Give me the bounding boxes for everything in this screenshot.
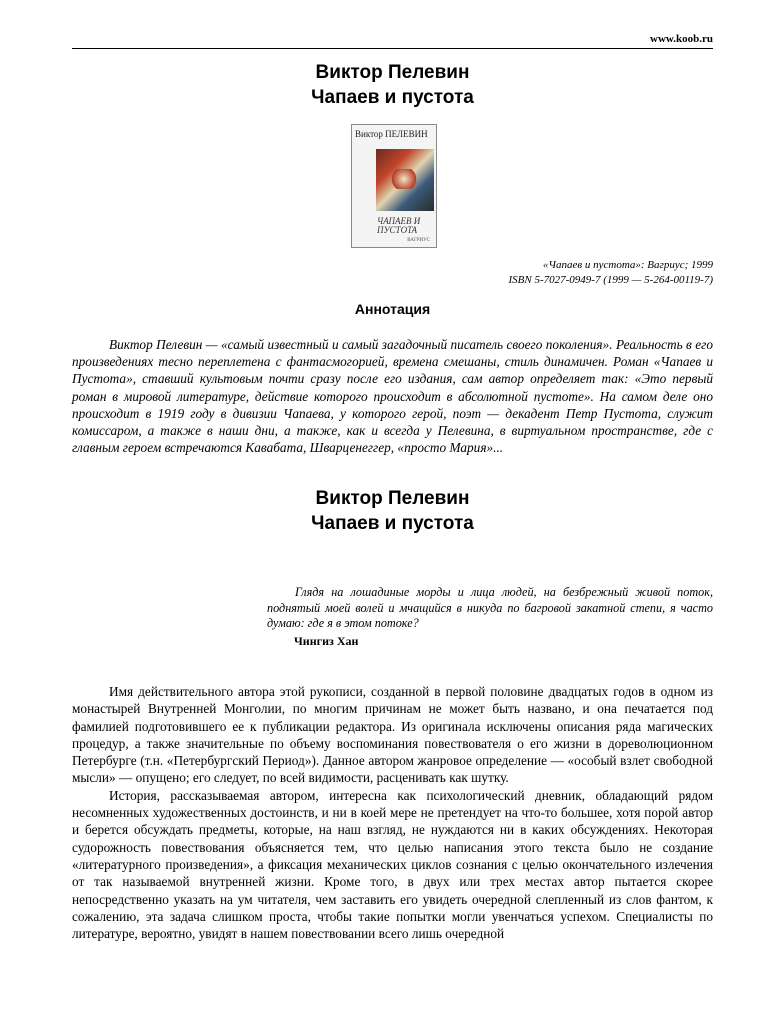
annotation-heading: Аннотация [354, 301, 431, 317]
epigraph-author: Чингиз Хан [294, 634, 359, 648]
book-title-2: Чапаев и пустота [311, 513, 474, 534]
cover-art [376, 149, 434, 211]
cover-publisher: ВАГРИУС [407, 238, 430, 243]
epigraph-text: Глядя на лошадиные морды и лица людей, на безбрежный живой поток, поднятый моей волей и мчащийся в никуда по багровой закатной степи, я часто думаю: где я в этом потоке? [267, 585, 713, 631]
body-paragraph-2: История, рассказываемая автором, интересна как психологический дневник, обладающий рядом несомненных художественных достоинств, и ни в коей мере не претендует на что-то большее, хотя порой автор и берется обсуждать предметы, которые, на наш взгляд, не нуждаются ни в каких обсуждениях. Некоторая судорожность повествования объясняется тем, что целью написания этого текста было не создание «литературного произведения», а фиксация механических циклов сознания с целью окончательного излечения от так называемой внутренней жизни. Кроме того, в двух или трех местах автор пытается скорее непосредственно указать на ум читателя, чем заставить его увидеть очередной слепленный из слов фантом, к сожалению, эта задача слишком проста, чтобы такие попытки могли увенчаться успехом. Специалисты по литературе, вероятно, увидят в нашем повествовании всего лишь очередной [72, 787, 713, 942]
book-author-2: Виктор Пелевин [315, 488, 470, 509]
header-rule [72, 48, 713, 49]
annotation-text: Виктор Пелевин — «самый известный и самый загадочный писатель своего поколения». Реальность в его произведениях тесно переплетена с фантасмогорией, времена смешаны, стиль динамичен. Роман «Чапаев и Пустота», ставший культовым почти сразу после его издания, сам автор определяет так: «Это первый роман в мировой литературе, действие которого происходит в абсолютной пустоте». На самом деле оно происходит в 1919 году в дивизии Чапаева, у которого герой, поэт — декадент Петр Пустота, служит комиссаром, а также в наши дни, а также, как и всегда у Пелевина, в виртуальном пространстве, где с главным героем встречаются Кавабата, Шварценеггер, «просто Мария»... [72, 337, 713, 456]
cover-author: Виктор ПЕЛЕВИН [355, 129, 428, 139]
site-url[interactable]: www.koob.ru [650, 33, 713, 45]
title-block-top [72, 60, 713, 110]
biblio-line-2: ISBN 5-7027-0949-7 (1999 — 5-264-00119-7) [508, 274, 713, 286]
body-text [72, 683, 713, 942]
body-paragraph-1: Имя действительного автора этой рукописи, созданной в первой половине двадцатых годов в одном из монастырей Внутренней Монголии, по многим причинам не может быть названо, и она печатается под фамилией подготовившего ее к публикации редактора. Из оригинала исключены описания ряда магических процедур, а также значительные по объему воспоминания повествователя о его жизни в дореволюционном Петербурге (т.н. «Петербургский Период»). Данное автором жанровое определение — «особый взлет свободной мысли» — опущено; его следует, по всей видимости, расценивать как шутку. [72, 684, 713, 786]
book-author: Виктор Пелевин [315, 62, 470, 83]
title-block-second [72, 486, 713, 536]
book-cover-image [351, 124, 437, 248]
bibliographic-info [509, 258, 714, 288]
cover-title: ЧАПАЕВ И ПУСТОТА [377, 216, 421, 235]
book-title: Чапаев и пустота [311, 87, 474, 108]
biblio-line-1: «Чапаев и пустота»: Вагриус; 1999 [542, 259, 713, 271]
